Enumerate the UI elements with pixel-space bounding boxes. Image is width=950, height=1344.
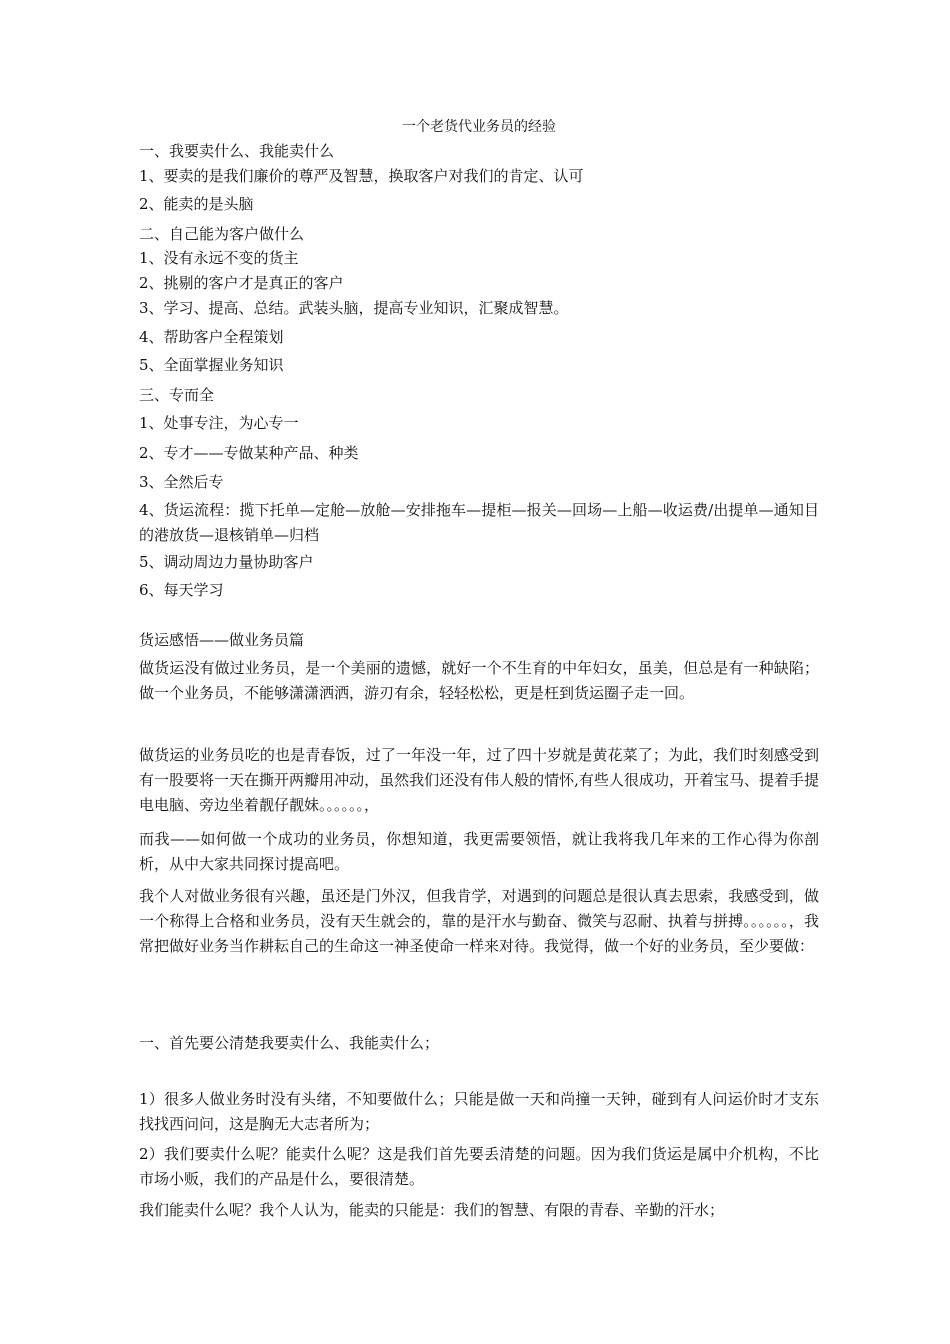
document-title: 一个老货代业务员的经验: [402, 119, 556, 135]
point-item: 2）我们要卖什么呢？能卖什么呢？这是我们首先要丢清楚的问题。因为我们货运是属中介机构，不比市场小贩，我们的产品是什么，要很清楚。: [139, 1145, 819, 1188]
list-item: 1、要卖的是我们廉价的尊严及智慧，换取客户对我们的肯定、认可: [139, 167, 584, 185]
list-item: 3、全然后专: [139, 473, 224, 491]
list-item: 4、货运流程：揽下托单—定舱—放舱—安排拖车—提柜—报关—回场—上船—收运费/出提单—通知目的港放货—退核销单—归档: [139, 501, 819, 544]
list-item: 3、学习、提高、总结。武装头脑，提高专业知识，汇聚成智慧。: [139, 299, 569, 317]
essay-paragraph: 我个人对做业务很有兴趣，虽还是门外汉，但我肯学，对遇到的问题总是很认真去思索，我感受到，做一个称得上合格和业务员，没有天生就会的，靠的是汗水与勤奋、微笑与忍耐、执着与拼搏。。。。。。，我常把做好业务当作耕耘自己的生命这一神圣使命一样来对待。我觉得，做一个好的业务员，至少要做：: [139, 887, 819, 955]
section-heading: 一、我要卖什么、我能卖什么: [139, 142, 335, 160]
list-item: 5、调动周边力量协助客户: [139, 553, 314, 571]
list-item: 6、每天学习: [139, 581, 224, 599]
list-item: 2、能卖的是头脑: [139, 195, 254, 213]
essay-paragraph: 做货运的业务员吃的也是青春饭，过了一年没一年，过了四十岁就是黄花菜了；为此，我们时刻感受到有一股要将一天在撕开两瓣用冲动，虽然我们还没有伟人般的情怀,有些人很成功，开着宝马、提着手提电电脑、旁边坐着靓仔靓妹。。。。。。，: [139, 746, 819, 814]
list-item: 2、挑剔的客户才是真正的客户: [139, 274, 344, 292]
section-heading: 三、专而全: [139, 386, 215, 404]
essay-paragraph: 做货运没有做过业务员，是一个美丽的遗憾，就好一个不生育的中年妇女，虽美，但总是有一种缺陷；做一个业务员，不能够潇潇洒洒，游刃有余，轻轻松松，更是枉到货运圈子走一回。: [139, 659, 819, 702]
list-item: 4、帮助客户全程策划: [139, 328, 284, 346]
essay-heading: 货运感悟——做业务员篇: [139, 631, 305, 649]
list-item: 1、处事专注，为心专一: [139, 414, 299, 432]
point-heading: 一、首先要公清楚我要卖什么、我能卖什么；: [139, 1034, 440, 1052]
essay-paragraph: 而我——如何做一个成功的业务员，你想知道，我更需要领悟，就让我将我几年来的工作心得为你剖析，从中大家共同探讨提高吧。: [139, 830, 819, 873]
point-item: 我们能卖什么呢？我个人认为，能卖的只能是：我们的智慧、有限的青春、辛勤的汗水；: [139, 1201, 725, 1219]
list-item: 5、全面掌握业务知识: [139, 356, 284, 374]
section-heading: 二、自己能为客户做什么: [139, 225, 305, 243]
list-item: 1、没有永远不变的货主: [139, 249, 299, 267]
list-item: 2、专才——专做某种产品、种类: [139, 444, 359, 462]
point-item: 1）很多人做业务时没有头绪，不知要做什么；只能是做一天和尚撞一天钟，碰到有人问运价时才支东找找西问问，这是胸无大志者所为；: [139, 1090, 819, 1133]
